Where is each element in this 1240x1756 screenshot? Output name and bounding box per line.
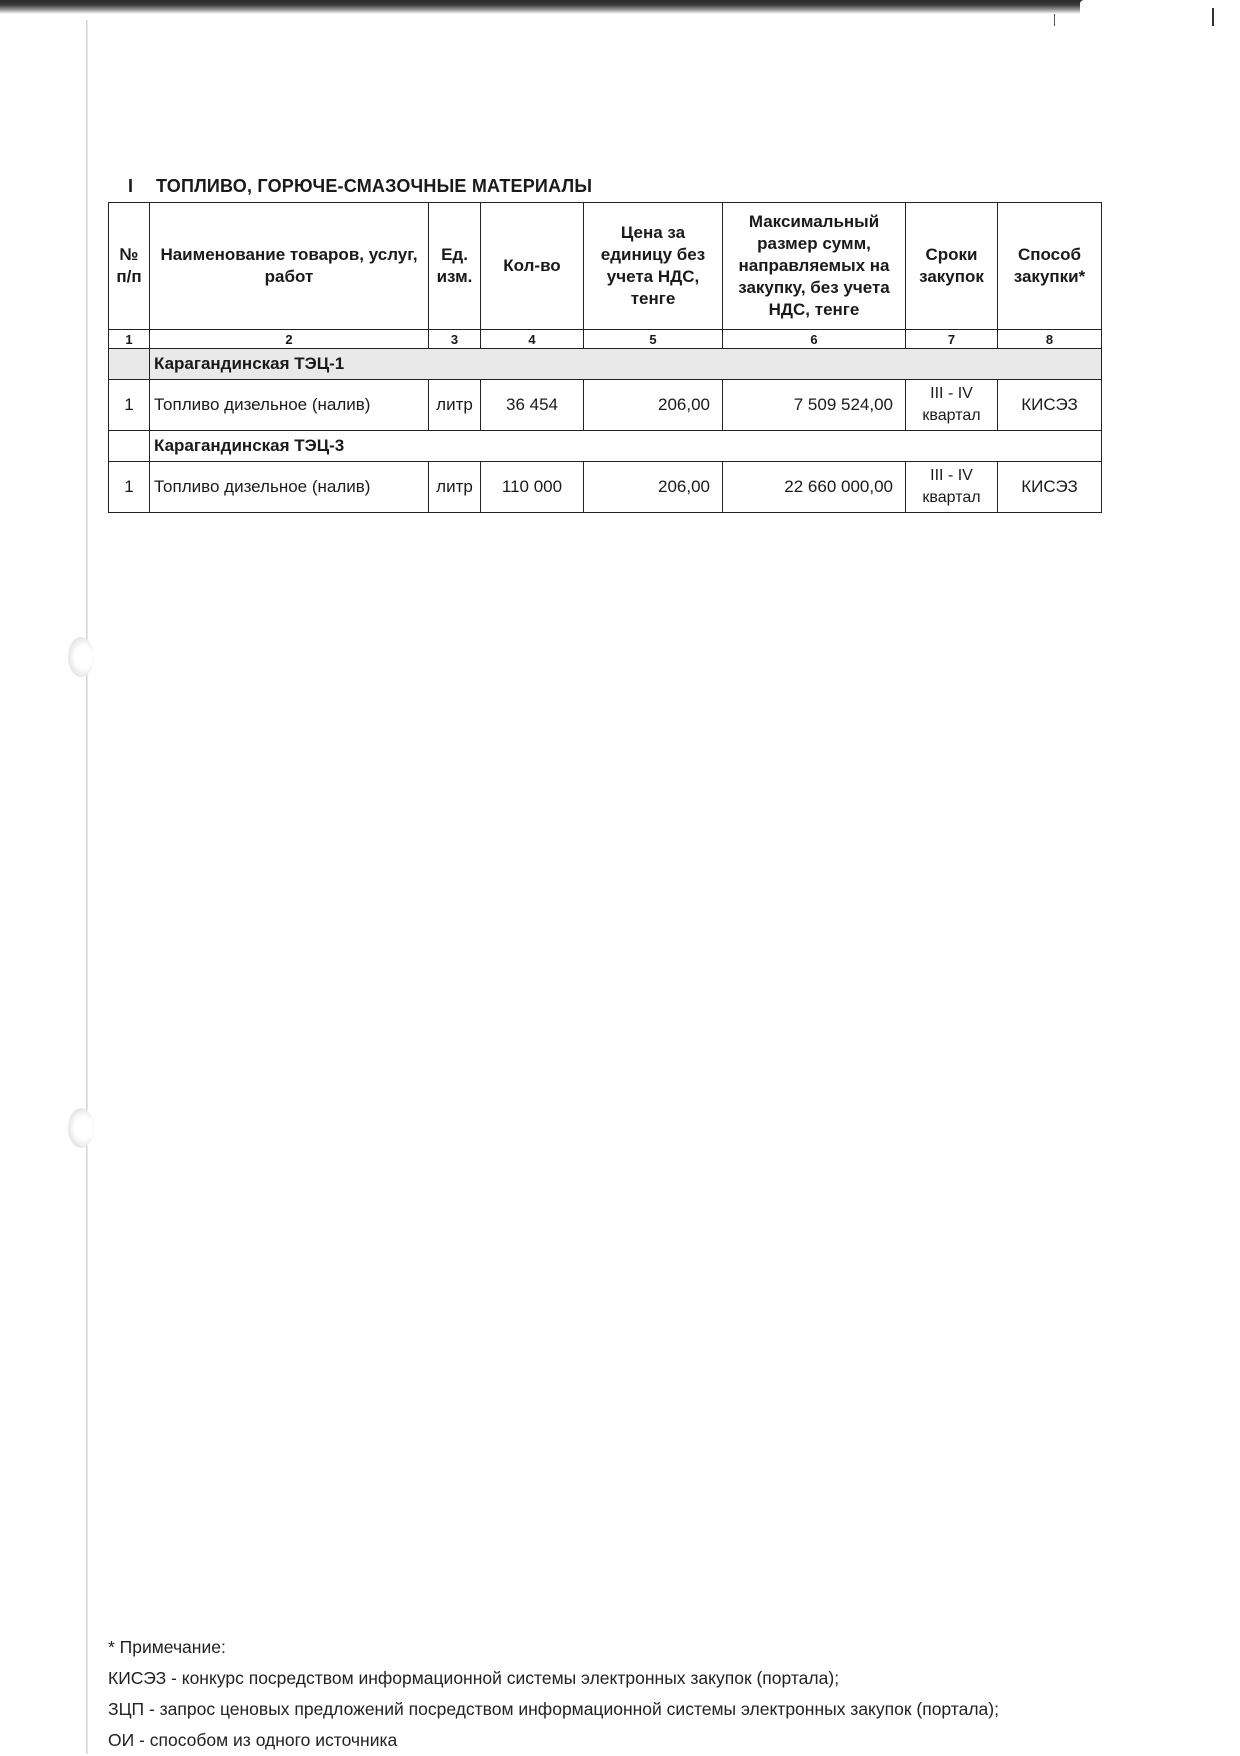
item-period: III - IV квартал: [906, 462, 998, 513]
col-header-name: Наименование товаров, услуг, работ: [150, 203, 429, 330]
col-header-period: Сроки закупок: [906, 203, 998, 330]
group-name: Карагандинская ТЭЦ-3: [150, 431, 1102, 462]
col-header-qty: Кол-во: [481, 203, 584, 330]
section-heading: [128, 176, 592, 197]
column-number: 4: [481, 330, 584, 349]
column-number: 2: [150, 330, 429, 349]
item-price: 206,00: [584, 462, 723, 513]
item-name: Топливо дизельное (налив): [150, 462, 429, 513]
item-period: III - IV квартал: [906, 380, 998, 431]
column-number: 5: [584, 330, 723, 349]
footnote-line: ОИ - способом из одного источника: [108, 1730, 398, 1750]
scan-corner: [1080, 0, 1240, 26]
column-number: 3: [429, 330, 481, 349]
item-name: Топливо дизельное (налив): [150, 380, 429, 431]
col-header-price: Цена за единицу без учета НДС, тенге: [584, 203, 723, 330]
item-unit: литр: [429, 380, 481, 431]
punch-hole: [68, 1108, 94, 1148]
section-title: ТОПЛИВО, ГОРЮЧЕ-СМАЗОЧНЫЕ МАТЕРИАЛЫ: [156, 176, 593, 196]
footnote-line: КИСЭЗ - конкурс посредством информационной системы электронных закупок (портала);: [108, 1668, 840, 1688]
item-total: 22 660 000,00: [723, 462, 906, 513]
group-row: [109, 431, 1102, 462]
column-number: 1: [109, 330, 150, 349]
column-number: 6: [723, 330, 906, 349]
section-number: I: [128, 176, 134, 196]
item-unit: литр: [429, 462, 481, 513]
page-fold-line: [86, 20, 88, 1754]
group-name: Карагандинская ТЭЦ-1: [150, 349, 1102, 380]
table-header-row: [109, 203, 1102, 330]
item-total: 7 509 524,00: [723, 380, 906, 431]
item-qty: 110 000: [481, 462, 584, 513]
col-header-number: № п/п: [109, 203, 150, 330]
column-number: 8: [998, 330, 1102, 349]
scan-mark: [1212, 8, 1214, 26]
row-number: 1: [109, 380, 150, 431]
footnote-title: * Примечание:: [108, 1637, 226, 1657]
group-row: [109, 349, 1102, 380]
item-qty: 36 454: [481, 380, 584, 431]
punch-hole: [68, 637, 94, 677]
footnote-line: ЗЦП - запрос ценовых предложений посредством информационной системы электронных закупок (портала);: [108, 1699, 999, 1719]
item-method: КИСЭЗ: [998, 380, 1102, 431]
column-number: 7: [906, 330, 998, 349]
procurement-table: [108, 202, 1102, 513]
scan-mark: [1054, 14, 1055, 26]
item-method: КИСЭЗ: [998, 462, 1102, 513]
col-header-method: Способ закупки*: [998, 203, 1102, 330]
col-header-total: Максимальный размер сумм, направляемых на закупку, без учета НДС, тенге: [723, 203, 906, 330]
footnote: [108, 1632, 999, 1756]
col-header-unit: Ед. изм.: [429, 203, 481, 330]
row-number: 1: [109, 462, 150, 513]
item-price: 206,00: [584, 380, 723, 431]
column-number-row: [109, 330, 1102, 349]
scan-top-edge: [0, 0, 1240, 14]
table-row: [109, 380, 1102, 431]
table-row: [109, 462, 1102, 513]
